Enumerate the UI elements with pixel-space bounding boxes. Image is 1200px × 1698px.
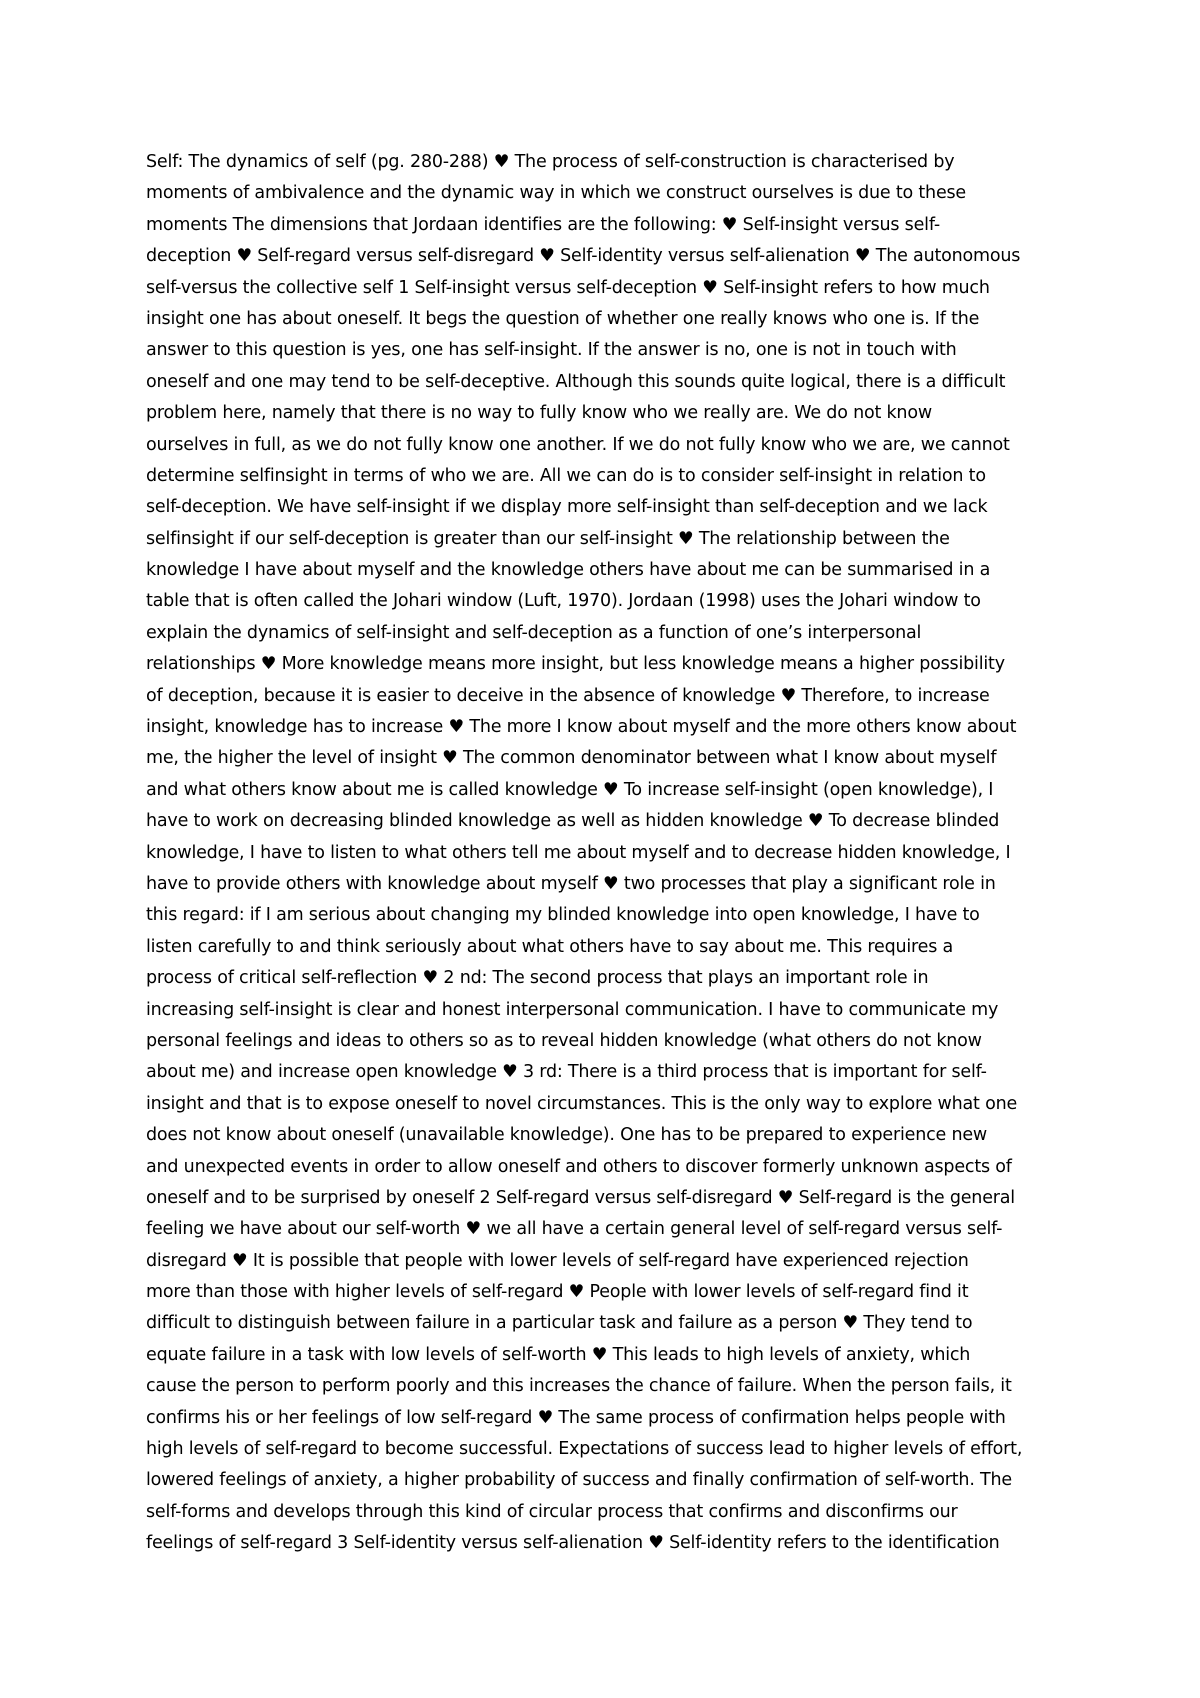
text-line: have to provide others with knowledge about myself ♥ two processes that play a significant role in [146, 873, 996, 894]
text-line: about me) and increase open knowledge ♥ 3 rd: There is a third process that is important for self- [146, 1062, 987, 1083]
text-line: self-versus the collective self 1 Self-insight versus self-deception ♥ Self-insight refers to how much [146, 277, 990, 298]
text-line: this regard: if I am serious about changing my blinded knowledge into open knowledge, I have to [146, 905, 980, 926]
text-line: ourselves in full, as we do not fully know one another. If we do not fully know who we are, we cannot [146, 434, 1010, 455]
text-line: more than those with higher levels of self-regard ♥ People with lower levels of self-regard find it [146, 1282, 969, 1303]
text-line: self-forms and develops through this kind of circular process that confirms and disconfirms our [146, 1501, 958, 1522]
text-line: explain the dynamics of self-insight and self-deception as a function of one’s interpersonal [146, 622, 922, 643]
text-line: and what others know about me is called knowledge ♥ To increase self-insight (open knowledge), I [146, 779, 994, 800]
text-line: insight and that is to expose oneself to novel circumstances. This is the only way to explore what one [146, 1093, 1018, 1114]
text-line: self-deception. We have self-insight if we display more self-insight than self-deception and we lack [146, 497, 988, 518]
text-line: have to work on decreasing blinded knowledge as well as hidden knowledge ♥ To decrease blinded [146, 811, 1000, 832]
text-line: and unexpected events in order to allow oneself and others to discover formerly unknown aspects of [146, 1156, 1012, 1177]
text-line: does not know about oneself (unavailable knowledge). One has to be prepared to experience new [146, 1125, 988, 1146]
text-line: confirms his or her feelings of low self-regard ♥ The same process of confirmation helps people with [146, 1407, 1006, 1428]
text-line: insight one has about oneself. It begs the question of whether one really knows who one is. If the [146, 308, 980, 329]
text-line: deception ♥ Self-regard versus self-disregard ♥ Self-identity versus self-alienation ♥ The autonomous [146, 246, 1021, 267]
text-line: insight, knowledge has to increase ♥ The more I know about myself and the more others know about [146, 717, 1017, 738]
text-line: problem here, namely that there is no way to fully know who we really are. We do not know [146, 403, 932, 424]
text-line: personal feelings and ideas to others so as to reveal hidden knowledge (what others do not know [146, 1030, 982, 1051]
text-line: determine selfinsight in terms of who we are. All we can do is to consider self-insight in relation to [146, 465, 986, 486]
text-line: lowered feelings of anxiety, a higher probability of success and finally confirmation of self-worth. The [146, 1470, 1013, 1491]
text-line: increasing self-insight is clear and honest interpersonal communication. I have to communicate my [146, 999, 999, 1020]
text-line: moments The dimensions that Jordaan identifies are the following: ♥ Self-insight versus self- [146, 214, 940, 235]
text-line: disregard ♥ It is possible that people with lower levels of self-regard have experienced rejection [146, 1250, 969, 1271]
text-line: selfinsight if our self-deception is greater than our self-insight ♥ The relationship between the [146, 528, 950, 549]
text-line: process of critical self-reflection ♥ 2 nd: The second process that plays an important role in [146, 968, 929, 989]
text-line: oneself and to be surprised by oneself 2 Self-regard versus self-disregard ♥ Self-regard is the general [146, 1187, 1015, 1208]
text-line: answer to this question is yes, one has self-insight. If the answer is no, one is not in touch with [146, 340, 957, 361]
text-line: high levels of self-regard to become successful. Expectations of success lead to higher levels of effort, [146, 1439, 1023, 1460]
text-line: relationships ♥ More knowledge means more insight, but less knowledge means a higher possibility [146, 654, 1005, 675]
text-line: me, the higher the level of insight ♥ The common denominator between what I know about myself [146, 748, 997, 769]
text-line: feelings of self-regard 3 Self-identity versus self-alienation ♥ Self-identity refers to the identification [146, 1533, 1000, 1554]
text-line: Self: The dynamics of self (pg. 280-288) ♥ The process of self-construction is characterised by [146, 152, 955, 172]
text-line: table that is often called the Johari window (Luft, 1970). Jordaan (1998) uses the Johari window to [146, 591, 981, 612]
text-line: oneself and one may tend to be self-deceptive. Although this sounds quite logical, there is a difficult [146, 371, 1006, 392]
text-line: feeling we have about our self-worth ♥ we all have a certain general level of self-regard versus self- [146, 1219, 1003, 1240]
body-text [146, 147, 1071, 1560]
text-line: difficult to distinguish between failure in a particular task and failure as a person ♥ They tend to [146, 1313, 973, 1334]
text-line: listen carefully to and think seriously about what others have to say about me. This requires a [146, 936, 954, 957]
text-line: cause the person to perform poorly and this increases the chance of failure. When the person fails, it [146, 1376, 1012, 1397]
text-line: equate failure in a task with low levels of self-worth ♥ This leads to high levels of anxiety, which [146, 1344, 971, 1365]
text-line: knowledge I have about myself and the knowledge others have about me can be summarised in a [146, 560, 991, 581]
text-line: moments of ambivalence and the dynamic way in which we construct ourselves is due to these [146, 183, 967, 204]
text-line: of deception, because it is easier to deceive in the absence of knowledge ♥ Therefore, to increase [146, 685, 990, 706]
text-line: knowledge, I have to listen to what others tell me about myself and to decrease hidden knowledge, I [146, 842, 1011, 863]
